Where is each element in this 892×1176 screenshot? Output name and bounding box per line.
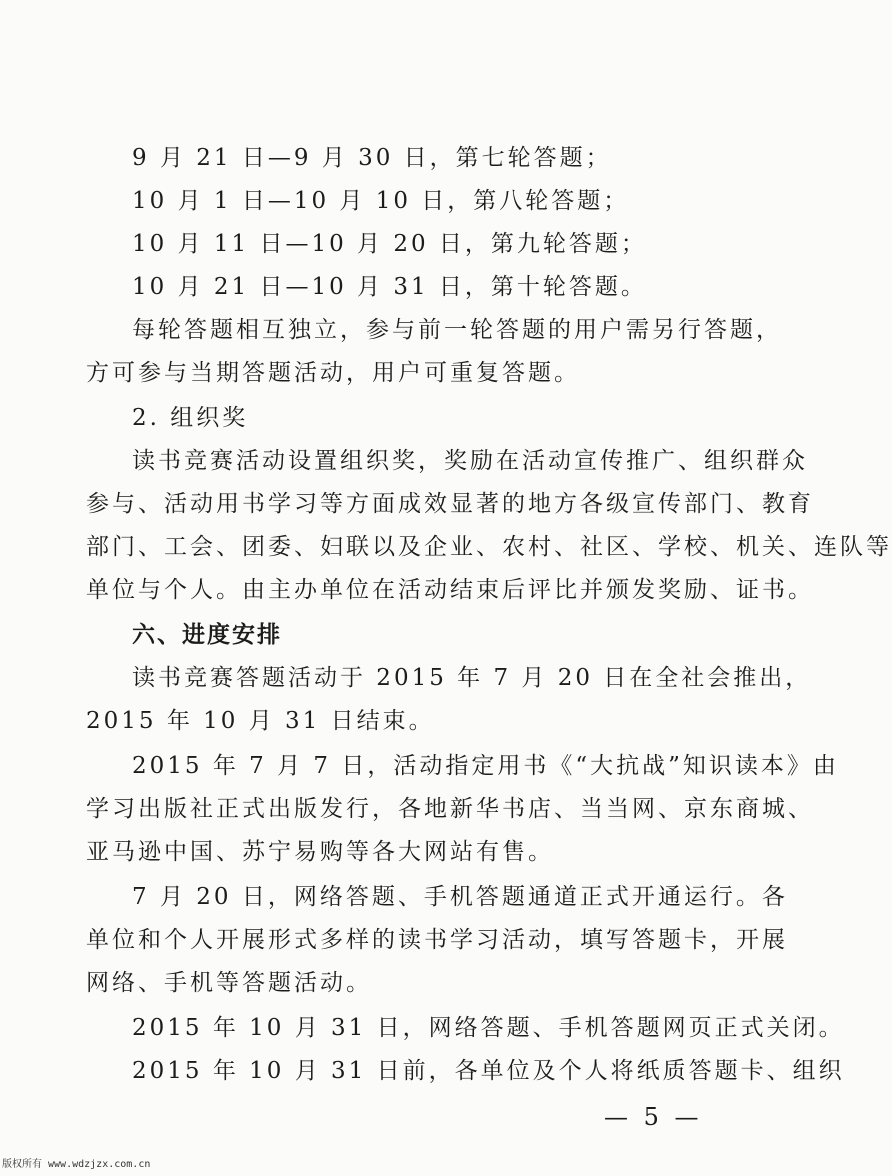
paragraph-line: 亚马逊中国、苏宁易购等各大网站有售。 [86, 839, 554, 865]
page-number: — 5 — [604, 1103, 703, 1131]
paragraph-line: 读书竞赛活动设置组织奖，奖励在活动宣传推广、组织群众 [132, 448, 808, 474]
paragraph-line: 部门、工会、团委、妇联以及企业、农村、社区、学校、机关、连队等 [86, 534, 892, 560]
paragraph-line: 7 月 20 日，网络答题、手机答题通道正式开通运行。各 [132, 884, 788, 910]
paragraph-line: 2015 年 10 月 31 日结束。 [86, 708, 435, 734]
paragraph-line: 网络、手机等答题活动。 [86, 970, 372, 996]
paragraph-line: 读书竞赛答题活动于 2015 年 7 月 20 日在全社会推出， [132, 665, 812, 691]
copyright-watermark: 版权所有 www.wdzjzx.com.cn [2, 1159, 151, 1170]
paragraph-line: 参与、活动用书学习等方面成效显著的地方各级宣传部门、教育 [86, 491, 814, 517]
paragraph-line: 2015 年 10 月 31 日前，各单位及个人将纸质答题卡、组织 [132, 1058, 845, 1084]
paragraph-line: 2015 年 10 月 31 日，网络答题、手机答题网页正式关闭。 [132, 1015, 845, 1041]
schedule-round-9: 10 月 11 日—10 月 20 日，第九轮答题； [132, 231, 647, 257]
paragraph-line: 方可参与当期答题活动，用户可重复答题。 [86, 360, 580, 386]
paragraph-line: 2015 年 7 月 7 日，活动指定用书《“大抗战”知识读本》由 [132, 753, 839, 779]
paragraph-line: 单位和个人开展形式多样的读书学习活动，填写答题卡，开展 [86, 927, 788, 953]
subsection-heading: 2. 组织奖 [132, 405, 249, 431]
paragraph-line: 学习出版社正式出版发行，各地新华书店、当当网、京东商城、 [86, 796, 814, 822]
paragraph-line: 单位与个人。由主办单位在活动结束后评比并颁发奖励、证书。 [86, 577, 814, 603]
schedule-round-8: 10 月 1 日—10 月 10 日，第八轮答题； [132, 188, 630, 214]
paragraph-line: 每轮答题相互独立，参与前一轮答题的用户需另行答题， [132, 317, 782, 343]
schedule-round-7: 9 月 21 日—9 月 30 日，第七轮答题； [132, 145, 612, 171]
schedule-round-10: 10 月 21 日—10 月 31 日，第十轮答题。 [132, 274, 647, 300]
section-heading: 六、进度安排 [132, 622, 282, 648]
